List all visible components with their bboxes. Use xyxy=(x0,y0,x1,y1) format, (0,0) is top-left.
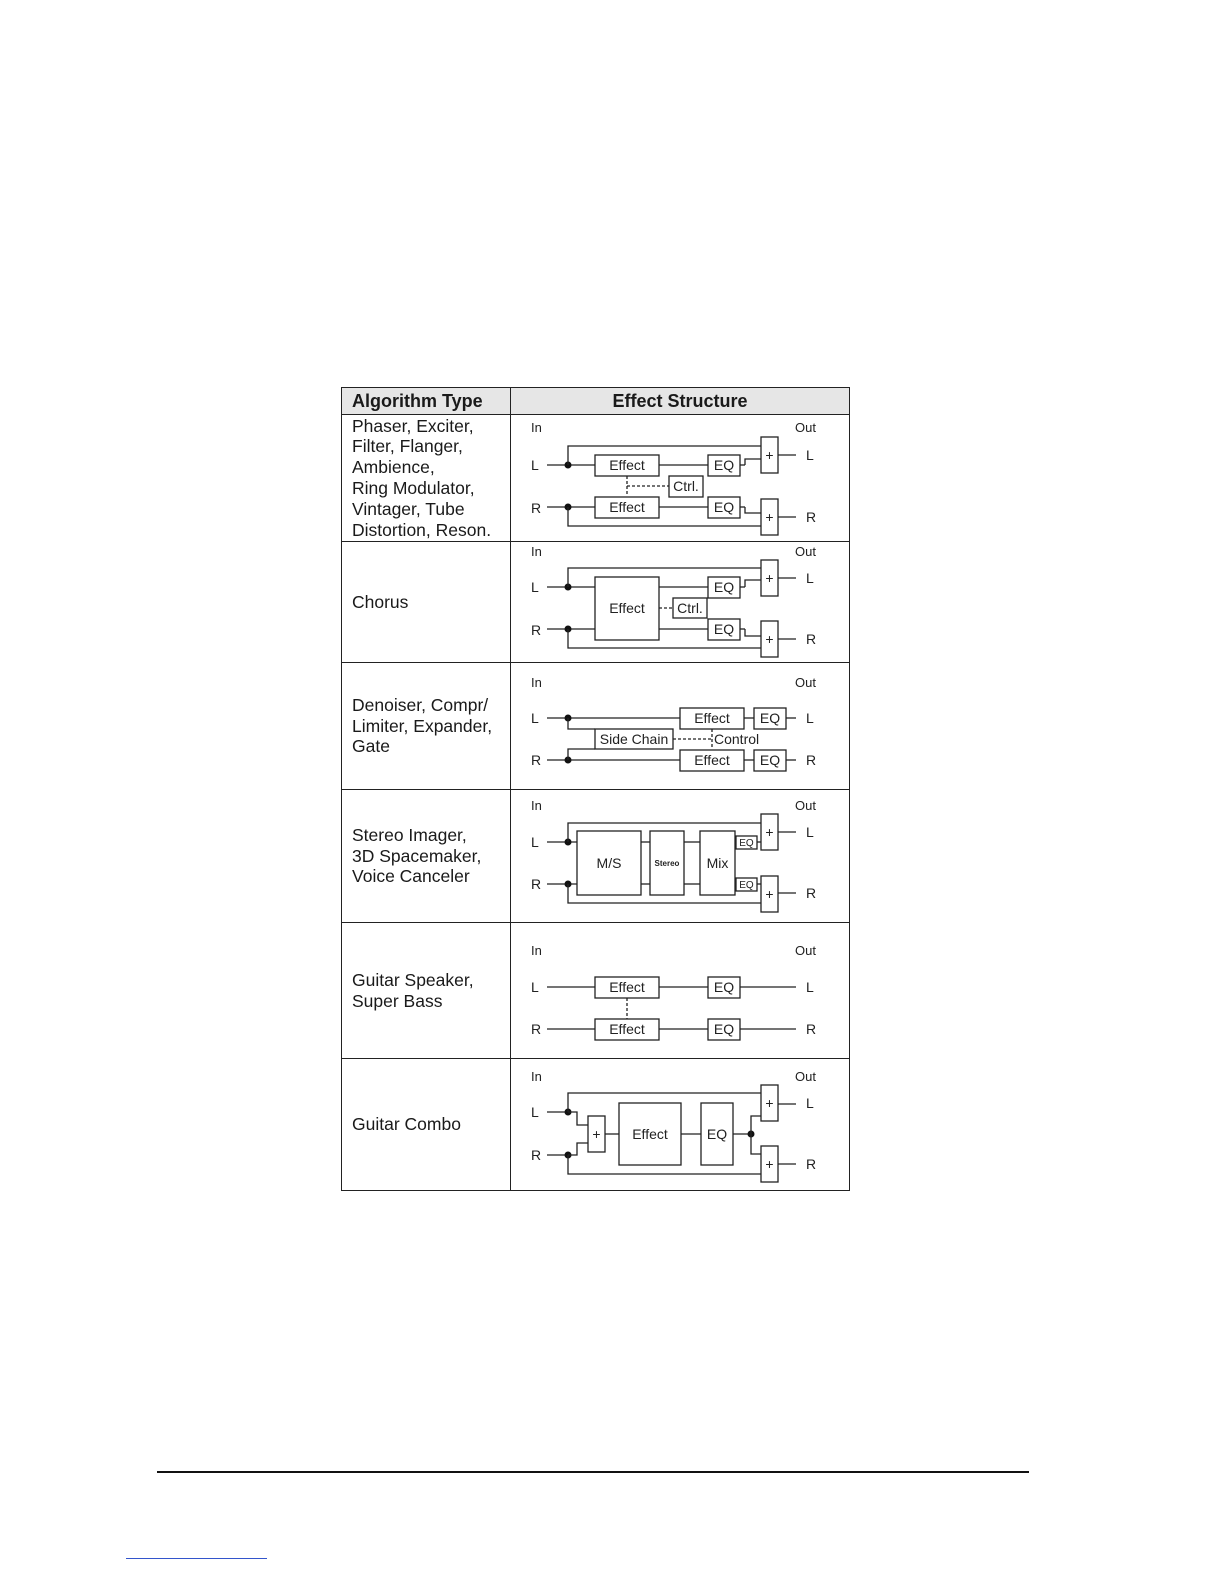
algorithm-type-cell xyxy=(342,542,511,663)
left-out-label: L xyxy=(806,824,814,840)
eq-label: EQ xyxy=(713,457,735,473)
side-chain-label: Side Chain xyxy=(599,731,669,747)
right-in-label: R xyxy=(531,1147,542,1163)
plus-label: + xyxy=(765,1095,774,1111)
eq-label: EQ xyxy=(713,499,735,515)
eq-label: EQ xyxy=(713,979,735,995)
algorithm-type-line: Distortion, Reson. xyxy=(352,519,492,540)
algorithm-type-line: Gate xyxy=(352,736,390,757)
out-label: Out xyxy=(795,798,816,813)
algorithm-type-line: Filter, Flanger, xyxy=(352,436,463,457)
left-out-label: L xyxy=(806,447,814,463)
header-algorithm-type: Algorithm Type xyxy=(342,388,511,415)
in-label: In xyxy=(531,943,542,958)
out-label: Out xyxy=(795,544,816,559)
stereo-imager-structure-diagram xyxy=(511,790,847,921)
eq-label: EQ xyxy=(739,880,754,891)
right-out-label: R xyxy=(806,752,817,768)
algorithm-type-line: Stereo Imager, xyxy=(352,824,467,845)
effect-structure-cell xyxy=(511,663,850,790)
effect-structure-cell xyxy=(511,542,850,663)
table-row xyxy=(342,790,850,923)
algorithm-type-line: Vintager, Tube xyxy=(352,498,465,519)
algorithm-type-line: Guitar Speaker, xyxy=(352,969,474,990)
right-in-label: R xyxy=(531,876,542,892)
effect-structure-cell xyxy=(511,790,850,923)
algorithm-type-cell xyxy=(342,923,511,1059)
plus-label: + xyxy=(765,824,774,840)
left-out-label: L xyxy=(806,570,814,586)
effect-label: Effect xyxy=(609,600,645,616)
algorithm-type-cell xyxy=(342,663,511,790)
algorithm-type-line: Ring Modulator, xyxy=(352,478,475,498)
table-header-row xyxy=(342,388,850,415)
left-in-label: L xyxy=(531,457,539,473)
effect-label: Effect xyxy=(694,710,730,726)
algorithm-type-line: Denoiser, Compr/ xyxy=(352,694,489,715)
algorithm-type-cell xyxy=(342,790,511,923)
left-out-label: L xyxy=(806,1095,814,1111)
left-in-label: L xyxy=(531,979,539,995)
footer-divider xyxy=(157,1471,1029,1473)
in-label: In xyxy=(531,798,542,813)
algorithm-type-line: Ambience, xyxy=(352,457,435,478)
out-label: Out xyxy=(795,943,816,958)
algorithm-type-line: Super Bass xyxy=(352,990,443,1011)
right-out-label: R xyxy=(806,631,817,647)
left-out-label: L xyxy=(806,979,814,995)
eq-label: EQ xyxy=(713,1021,735,1037)
guitar-speaker-structure-diagram xyxy=(511,923,847,1057)
algorithm-table xyxy=(341,387,850,1191)
effect-structure-cell xyxy=(511,415,850,542)
right-out-label: R xyxy=(806,1156,817,1172)
effect-label: Effect xyxy=(609,979,645,995)
chorus-structure-diagram xyxy=(511,542,847,661)
stereo-label: Stereo xyxy=(654,859,680,868)
eq-label: EQ xyxy=(759,710,781,726)
plus-label: + xyxy=(765,631,774,647)
effect-structure-cell xyxy=(511,923,850,1059)
algorithm-type-cell xyxy=(342,1059,511,1191)
eq-label: EQ xyxy=(706,1126,728,1142)
in-label: In xyxy=(531,544,542,559)
left-in-label: L xyxy=(531,579,539,595)
left-out-label: L xyxy=(806,710,814,726)
algorithm-type-line: Phaser, Exciter, xyxy=(352,415,474,436)
phaser-structure-diagram xyxy=(511,415,847,540)
algorithm-type-line: Guitar Combo xyxy=(352,1114,461,1135)
header-effect-structure: Effect Structure xyxy=(511,388,850,415)
right-in-label: R xyxy=(531,622,542,638)
algorithm-type-line: Voice Canceler xyxy=(352,866,470,887)
right-out-label: R xyxy=(806,1021,817,1037)
mix-label: Mix xyxy=(706,855,729,871)
plus-label: + xyxy=(765,570,774,586)
right-in-label: R xyxy=(531,500,542,516)
table-row xyxy=(342,415,850,542)
control-label: Control xyxy=(714,731,760,747)
right-out-label: R xyxy=(806,509,817,525)
ms-label: M/S xyxy=(596,855,622,871)
algorithm-type-line: Limiter, Expander, xyxy=(352,715,493,736)
dynamics-structure-diagram xyxy=(511,663,847,788)
right-in-label: R xyxy=(531,752,542,768)
right-out-label: R xyxy=(806,885,817,901)
in-label: In xyxy=(531,675,542,690)
table-row xyxy=(342,542,850,663)
plus-label: + xyxy=(592,1126,601,1142)
ctrl-label: Ctrl. xyxy=(673,478,699,494)
eq-label: EQ xyxy=(713,579,735,595)
algorithm-type-cell xyxy=(342,415,511,542)
guitar-combo-structure-diagram xyxy=(511,1059,847,1189)
left-in-label: L xyxy=(531,710,539,726)
out-label: Out xyxy=(795,1069,816,1084)
eq-label: EQ xyxy=(739,838,754,849)
plus-label: + xyxy=(765,447,774,463)
right-in-label: R xyxy=(531,1021,542,1037)
left-in-label: L xyxy=(531,1104,539,1120)
table-row xyxy=(342,923,850,1059)
out-label: Out xyxy=(795,675,816,690)
left-in-label: L xyxy=(531,834,539,850)
effect-label: Effect xyxy=(609,499,645,515)
eq-label: EQ xyxy=(759,752,781,768)
effect-label: Effect xyxy=(632,1126,668,1142)
effect-structure-cell xyxy=(511,1059,850,1191)
in-label: In xyxy=(531,420,542,435)
plus-label: + xyxy=(765,886,774,902)
effect-label: Effect xyxy=(609,457,645,473)
footer-link-underline xyxy=(126,1558,267,1559)
table-row xyxy=(342,1059,850,1191)
algorithm-type-line: Chorus xyxy=(352,591,409,612)
out-label: Out xyxy=(795,420,816,435)
plus-label: + xyxy=(765,1156,774,1172)
algorithm-type-line: 3D Spacemaker, xyxy=(352,845,482,866)
effect-label: Effect xyxy=(694,752,730,768)
table-row xyxy=(342,663,850,790)
ctrl-label: Ctrl. xyxy=(677,600,703,616)
eq-label: EQ xyxy=(713,621,735,637)
in-label: In xyxy=(531,1069,542,1084)
effect-label: Effect xyxy=(609,1021,645,1037)
plus-label: + xyxy=(765,509,774,525)
